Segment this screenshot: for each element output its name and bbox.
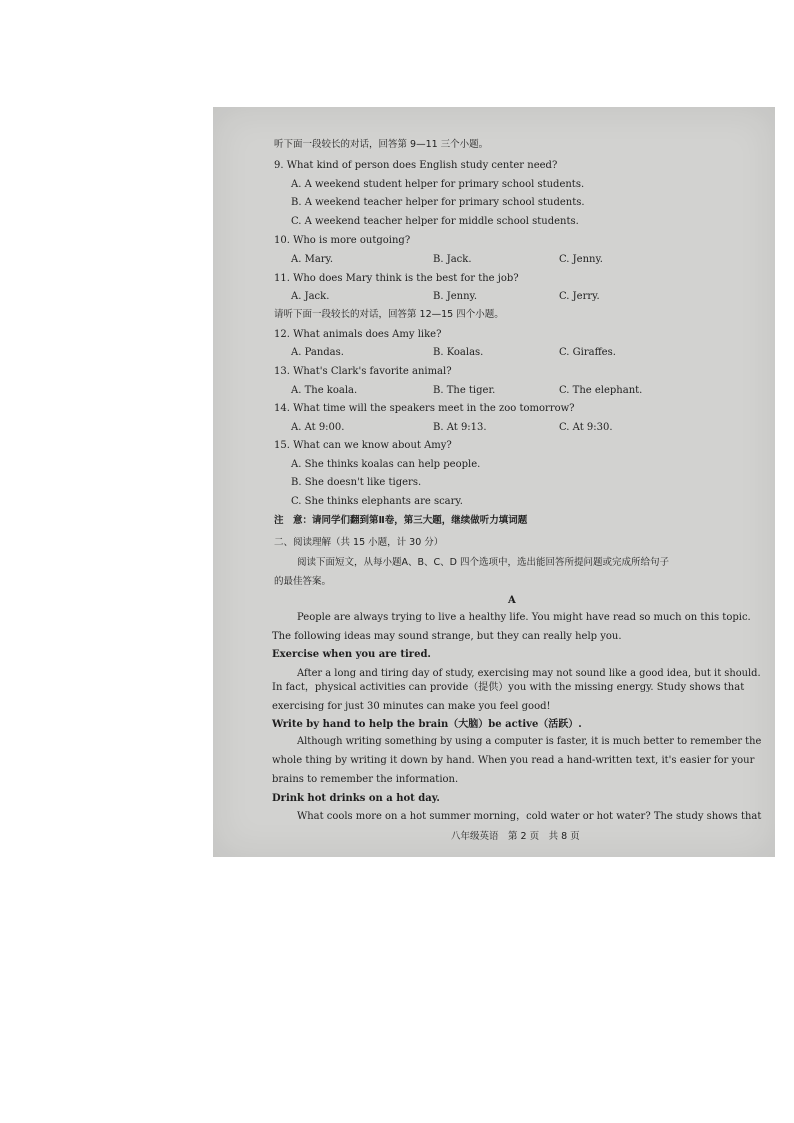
passage-p3-line-2: whole thing by writing it down by hand. When you read a hand-written text, it's easier for your bbox=[272, 755, 755, 766]
scanned-exam-page bbox=[213, 107, 775, 857]
q11-option-a: A. Jack. bbox=[291, 291, 330, 302]
listening-note: 注 意：请同学们翻到第Ⅱ卷，第三大题，继续做听力填词题 bbox=[274, 515, 528, 526]
q12-option-c: C. Giraffes. bbox=[559, 347, 616, 358]
question-13: 13. What's Clark's favorite animal? bbox=[274, 366, 452, 377]
question-9: 9. What kind of person does English study center need? bbox=[274, 160, 558, 171]
reading-instructions-line-1: 阅读下面短文，从每小题A、B、C、D 四个选项中，选出能回答所提问题或完成所给句子 bbox=[297, 557, 669, 568]
q12-option-b: B. Koalas. bbox=[433, 347, 484, 358]
q14-option-b: B. At 9:13. bbox=[433, 422, 487, 433]
q11-option-b: B. Jenny. bbox=[433, 291, 478, 302]
passage-p2-line-3: exercising for just 30 minutes can make you feel good! bbox=[272, 701, 551, 712]
q13-option-a: A. The koala. bbox=[291, 385, 358, 396]
passage-heading-1: Exercise when you are tired. bbox=[272, 649, 431, 660]
question-10: 10. Who is more outgoing? bbox=[274, 235, 411, 246]
q13-option-b: B. The tiger. bbox=[433, 385, 496, 396]
listening-intro-1: 听下面一段较长的对话，回答第 9—11 三个小题。 bbox=[274, 139, 489, 150]
passage-heading-2: Write by hand to help the brain（大脑）be active（活跃）. bbox=[272, 719, 582, 730]
page-footer: 八年级英语 第 2 页 共 8 页 bbox=[451, 831, 580, 842]
reading-instructions-line-2: 的最佳答案。 bbox=[274, 576, 332, 587]
passage-label: A bbox=[508, 595, 516, 606]
listening-intro-2: 请听下面一段较长的对话，回答第 12—15 四个小题。 bbox=[274, 309, 504, 320]
q14-option-c: C. At 9:30. bbox=[559, 422, 613, 433]
question-15: 15. What can we know about Amy? bbox=[274, 440, 452, 451]
reading-section-title: 二、阅读理解（共 15 小题，计 30 分） bbox=[274, 537, 444, 548]
passage-p2-line-2: In fact，physical activities can provide（提供）you with the missing energy. Study shows that bbox=[272, 682, 745, 693]
q10-option-a: A. Mary. bbox=[291, 254, 334, 265]
q15-option-c: C. She thinks elephants are scary. bbox=[291, 496, 463, 507]
q14-option-a: A. At 9:00. bbox=[291, 422, 345, 433]
q11-option-c: C. Jerry. bbox=[559, 291, 600, 302]
passage-p1-line-2: The following ideas may sound strange, but they can really help you. bbox=[272, 631, 622, 642]
q13-option-c: C. The elephant. bbox=[559, 385, 643, 396]
q10-option-b: B. Jack. bbox=[433, 254, 472, 265]
q15-option-b: B. She doesn't like tigers. bbox=[291, 477, 422, 488]
question-12: 12. What animals does Amy like? bbox=[274, 329, 442, 340]
passage-p1-line-1: People are always trying to live a healthy life. You might have read so much on this topic. bbox=[297, 612, 751, 623]
q15-option-a: A. She thinks koalas can help people. bbox=[291, 459, 481, 470]
q9-option-a: A. A weekend student helper for primary school students. bbox=[291, 179, 585, 190]
question-11: 11. Who does Mary think is the best for the job? bbox=[274, 273, 519, 284]
q9-option-b: B. A weekend teacher helper for primary school students. bbox=[291, 197, 585, 208]
passage-p2-line-1: After a long and tiring day of study, exercising may not sound like a good idea, but it should. bbox=[297, 668, 761, 679]
exam-content bbox=[213, 107, 775, 857]
question-14: 14. What time will the speakers meet in the zoo tomorrow? bbox=[274, 403, 575, 414]
passage-p4-line-1: What cools more on a hot summer morning，cold water or hot water? The study shows that bbox=[297, 811, 762, 822]
passage-heading-3: Drink hot drinks on a hot day. bbox=[272, 793, 440, 804]
q9-option-c: C. A weekend teacher helper for middle school students. bbox=[291, 216, 579, 227]
q10-option-c: C. Jenny. bbox=[559, 254, 603, 265]
q12-option-a: A. Pandas. bbox=[291, 347, 344, 358]
passage-p3-line-1: Although writing something by using a computer is faster, it is much better to remember the bbox=[297, 736, 762, 747]
passage-p3-line-3: brains to remember the information. bbox=[272, 774, 459, 785]
